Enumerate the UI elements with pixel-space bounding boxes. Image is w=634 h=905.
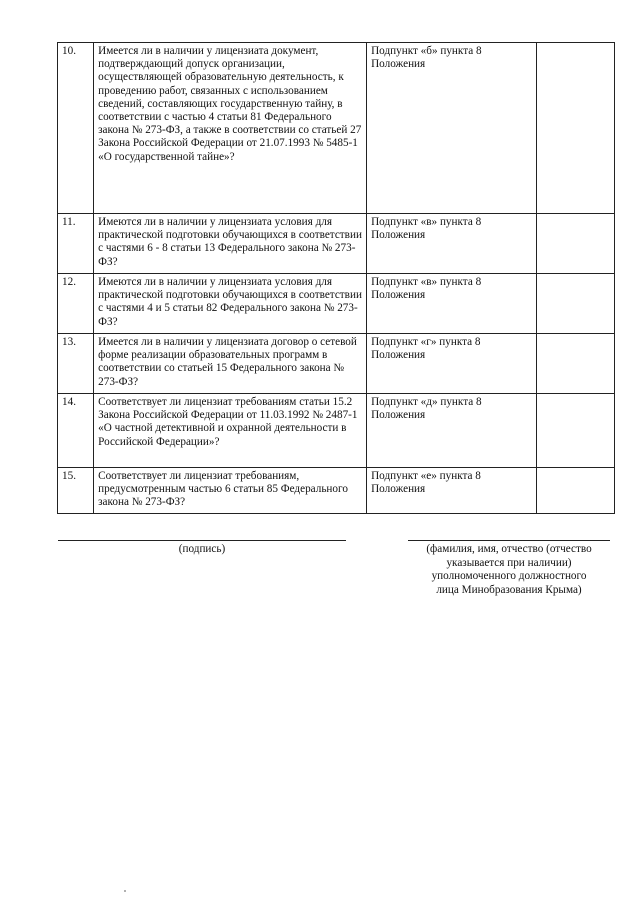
row-answer-cell <box>536 214 614 274</box>
row-question: Имеется ли в наличии у лицензиата документ, подтверждающий допуск организации, осуществляющей образовательную деятельность, к проведению работ, связанных с использованием сведений, составляющих государственную тайну, в соответствии с частью 4 статьи 81 Федерального закона № 273-ФЗ, а также в соответствии со статьей 27 Закона Российской Федерации от 21.07.1993 № 5485-1 «О государственной тайне»? <box>94 43 367 214</box>
table-row <box>58 274 615 334</box>
table-row <box>58 468 615 514</box>
signature-caption: (подпись) <box>178 543 226 555</box>
row-answer-cell <box>536 334 614 394</box>
name-caption <box>388 543 630 597</box>
name-line <box>408 540 610 541</box>
row-number: 10. <box>58 43 94 214</box>
name-caption-line: (фамилия, имя, отчество (отчество <box>426 543 592 555</box>
row-number: 13. <box>58 334 94 394</box>
checklist-table-body <box>58 43 615 514</box>
row-answer-cell <box>536 394 614 468</box>
row-question: Имеются ли в наличии у лицензиата условия для практической подготовки обучающихся в соответствии с частями 6 - 8 статьи 13 Федерального закона № 273-ФЗ? <box>94 214 367 274</box>
checklist-table <box>57 42 615 514</box>
row-number: 11. <box>58 214 94 274</box>
name-caption-line: указывается при наличии) <box>446 556 572 569</box>
row-question: Соответствует ли лицензиат требованиям, предусмотренным частью 6 статьи 85 Федерального закона № 273-ФЗ? <box>94 468 367 514</box>
row-reference: Подпункт «е» пункта 8 Положения <box>367 468 537 514</box>
row-reference: Подпункт «г» пункта 8 Положения <box>367 334 537 394</box>
scan-speck <box>124 890 126 892</box>
row-number: 14. <box>58 394 94 468</box>
table-row <box>58 394 615 468</box>
table-row <box>58 214 615 274</box>
row-answer-cell <box>536 468 614 514</box>
row-question: Соответствует ли лицензиат требованиям статьи 15.2 Закона Российской Федерации от 11.03.1992 № 2487-1 «О частной детективной и охранной деятельности в Российской Федерации»? <box>94 394 367 468</box>
row-question: Имеется ли в наличии у лицензиата договор о сетевой форме реализации образовательных программ в соответствии со статьей 15 Федерального закона № 273-ФЗ? <box>94 334 367 394</box>
row-reference: Подпункт «в» пункта 8 Положения <box>367 274 537 334</box>
table-row <box>58 334 615 394</box>
row-question: Имеются ли в наличии у лицензиата условия для практической подготовки обучающихся в соответствии с частями 4 и 5 статьи 82 Федерального закона № 273-ФЗ? <box>94 274 367 334</box>
row-reference: Подпункт «б» пункта 8 Положения <box>367 43 537 214</box>
row-reference: Подпункт «в» пункта 8 Положения <box>367 214 537 274</box>
row-answer-cell <box>536 274 614 334</box>
name-caption-line: лица Минобразования Крыма) <box>436 583 582 596</box>
signature-line <box>58 540 346 541</box>
row-number: 15. <box>58 468 94 514</box>
name-caption-line: уполномоченного должностного <box>431 570 587 583</box>
row-reference: Подпункт «д» пункта 8 Положения <box>367 394 537 468</box>
row-answer-cell <box>536 43 614 214</box>
table-row <box>58 43 615 214</box>
row-number: 12. <box>58 274 94 334</box>
